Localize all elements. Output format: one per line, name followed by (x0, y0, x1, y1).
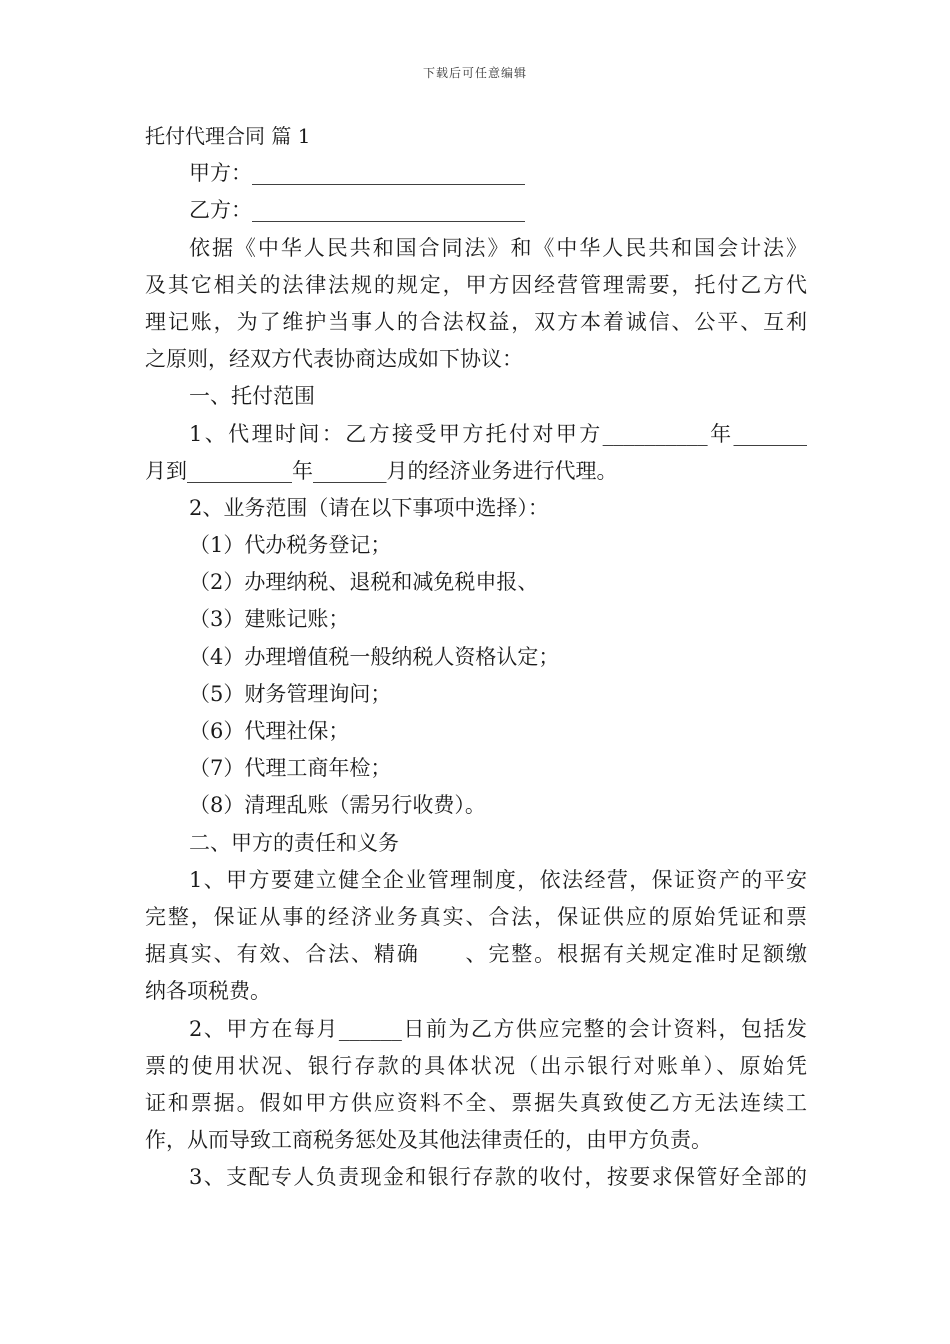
contract-body (145, 118, 807, 1196)
header-note: 下载后可任意编辑 (422, 66, 527, 80)
text-line: 纳各项税费。 (145, 979, 271, 1004)
text-line: （5）财务管理询问； (189, 681, 392, 706)
text-line: 完整，保证从事的经济业务真实、合法，保证供应的原始凭证和票 (145, 904, 807, 929)
text-line: 作，从而导致工商税务惩处及其他法律责任的，由甲方负责。 (145, 1128, 712, 1153)
text-line: 一、托付范围 (189, 384, 315, 409)
text-line: 据真实、有效、合法、精确 、完整。根据有关规定准时足额缴 (145, 942, 807, 967)
text-line: 3、支配专人负责现金和银行存款的收付，按要求保管好全部的 (189, 1165, 807, 1190)
text-line: （4）办理增值税一般纳税人资格认定； (189, 644, 560, 669)
document-title: 托付代理合同 篇 1 (145, 124, 311, 148)
text-line: 2、甲方在每月______日前为乙方供应完整的会计资料，包括发 (189, 1016, 807, 1041)
text-line: 甲方：__________________________ (189, 161, 525, 186)
text-line: （6）代理社保； (189, 719, 350, 743)
text-line: 证和票据。假如甲方供应资料不全、票据失真致使乙方无法连续工 (145, 1090, 807, 1115)
text-line: 2、业务范围（请在以下事项中选择）： (189, 495, 549, 520)
text-line: 依据《中华人民共和国合同法》和《中华人民共和国会计法》 (189, 235, 807, 260)
text-line: 之原则，经双方代表协商达成如下协议： (145, 347, 523, 372)
text-line: 1、甲方要建立健全企业管理制度，依法经营，保证资产的平安 (189, 867, 807, 892)
text-line: 1、代理时间：乙方接受甲方托付对甲方__________年_______ (189, 421, 807, 446)
text-line: 二、甲方的责任和义务 (189, 830, 399, 855)
text-line: （2）办理纳税、退税和减免税申报、 (189, 570, 539, 595)
text-line: 理记账，为了维护当事人的合法权益，双方本着诚信、公平、互利 (145, 309, 807, 334)
text-line: 及其它相关的法律法规的规定，甲方因经营管理需要，托付乙方代 (145, 272, 807, 297)
text-line: （3）建账记账； (189, 607, 350, 632)
text-line: （8）清理乱账（需另行收费）。 (189, 793, 486, 818)
text-line: 乙方：__________________________ (189, 198, 525, 223)
text-line: （1）代办税务登记； (189, 533, 392, 558)
text-line: 月到__________年_______月的经济业务进行代理。 (145, 458, 618, 483)
text-line: （7）代理工商年检； (189, 756, 392, 781)
text-line: 票的使用状况、银行存款的具体状况（出示银行对账单）、原始凭 (145, 1053, 807, 1078)
